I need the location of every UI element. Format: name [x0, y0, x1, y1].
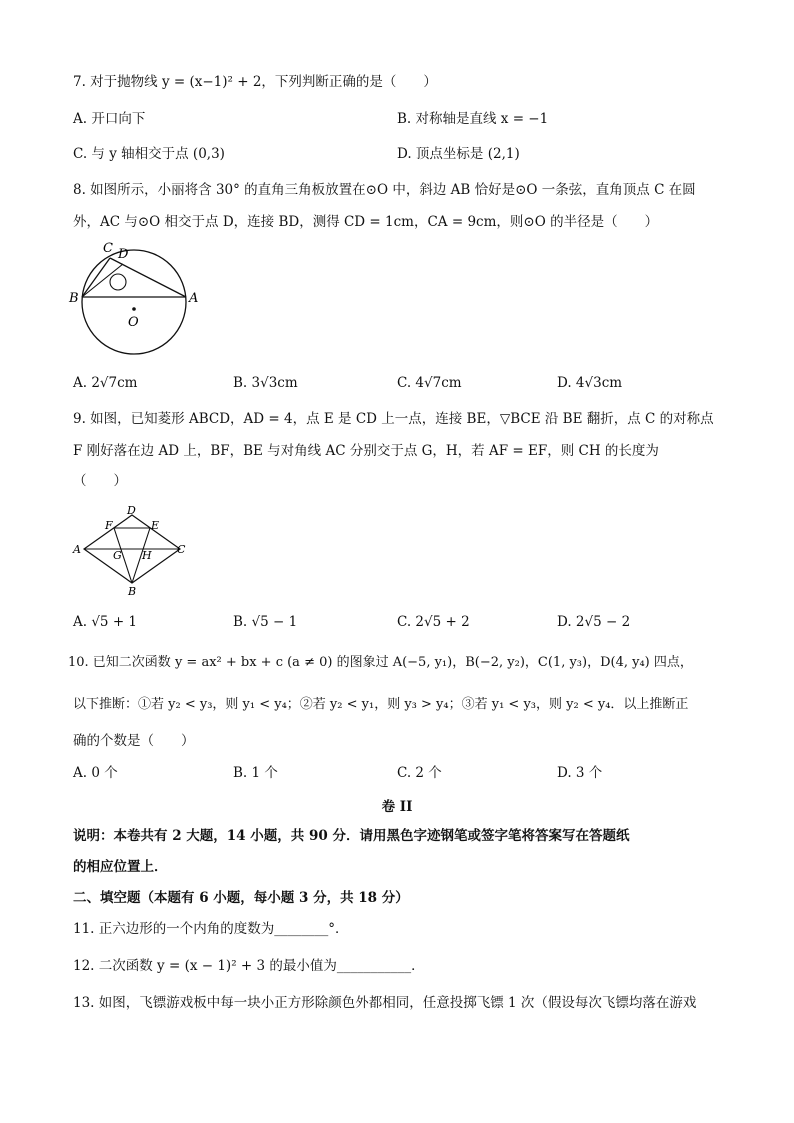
part2-title: 卷 II — [381, 799, 413, 815]
q9-option-a: A. √5 + 1 — [73, 614, 138, 630]
q8-stem-line2: 外，AC 与⊙O 相交于点 D，连接 BD，测得 CD = 1cm，CA = 9cm，则⊙O 的半径是（ ） — [73, 214, 659, 230]
label-c: C — [177, 543, 186, 556]
q7-option-c: C. 与 y 轴相交于点 (0,3) — [73, 146, 225, 162]
label-g: G — [113, 549, 122, 562]
label-h: H — [142, 549, 152, 562]
q10-option-b: B. 1 个 — [233, 765, 278, 781]
label-c: C — [103, 241, 113, 256]
q9-option-d: D. 2√5 − 2 — [557, 614, 631, 630]
label-b: B — [128, 585, 137, 598]
q8-option-b: B. 3√3cm — [233, 375, 298, 391]
q8-option-a: A. 2√7cm — [73, 375, 138, 391]
q9-stem-line2: F 刚好落在边 AD 上，BF，BE 与对角线 AC 分别交于点 G，H，若 AF = EF，则 CH 的长度为 — [73, 443, 659, 459]
q10-option-d: D. 3 个 — [557, 765, 603, 781]
circle-o — [82, 250, 186, 354]
q11: 11. 正六边形的一个内角的度数为________°． — [73, 921, 349, 937]
label-d: D — [118, 247, 129, 262]
q10-stem-line1: 10. 已知二次函数 y = ax² + bx + c (a ≠ 0) 的图象过 A(−5, y₁)，B(−2, y₂)，C(1, y₃)，D(4, y₄) 四点， — [68, 655, 693, 670]
q9-figure — [70, 503, 195, 599]
q10-option-a: A. 0 个 — [73, 765, 118, 781]
label-f: F — [105, 519, 113, 532]
q13: 13. 如图，飞镖游戏板中每一块小正方形除颜色外都相同，任意投掷飞镖 1 次（假设每次飞镖均落在游戏 — [73, 995, 697, 1011]
q8-option-c: C. 4√7cm — [397, 375, 462, 391]
q10-option-c: C. 2 个 — [397, 765, 442, 781]
q9-stem-line1: 9. 如图，已知菱形 ABCD，AD = 4，点 E 是 CD 上一点，连接 BE，▽BCE 沿 BE 翻折，点 C 的对称点 — [73, 411, 714, 427]
q8-figure — [66, 234, 206, 369]
part2-note-line2: 的相应位置上． — [73, 859, 168, 875]
center-dot — [132, 307, 136, 311]
q9-stem-line3: （ ） — [73, 473, 127, 489]
label-a: A — [73, 543, 81, 556]
triangle-ruler-hole — [110, 274, 126, 290]
q7-option-a: A. 开口向下 — [73, 111, 146, 127]
q12: 12. 二次函数 y = (x − 1)² + 3 的最小值为___________． — [73, 958, 425, 974]
label-d: D — [127, 504, 136, 517]
q7-option-d: D. 顶点坐标是 (2,1) — [397, 146, 520, 162]
q7-option-b: B. 对称轴是直线 x = −1 — [397, 111, 549, 127]
q9-option-b: B. √5 − 1 — [233, 614, 298, 630]
label-b: B — [69, 291, 79, 306]
q8-stem-line1: 8. 如图所示，小丽将含 30° 的直角三角板放置在⊙O 中，斜边 AB 恰好是⊙O 一条弦，直角顶点 C 在圆 — [73, 182, 696, 198]
q7-stem: 7. 对于抛物线 y = (x−1)² + 2，下列判断正确的是（ ） — [73, 74, 437, 90]
section-heading: 二、填空题（本题有 6 小题，每小题 3 分，共 18 分） — [73, 890, 409, 906]
label-e: E — [151, 519, 160, 532]
q10-stem-line3: 确的个数是（ ） — [73, 733, 195, 749]
q9-option-c: C. 2√5 + 2 — [397, 614, 470, 630]
label-a: A — [189, 291, 199, 306]
segment-ca — [110, 258, 186, 297]
q8-option-d: D. 4√3cm — [557, 375, 623, 391]
label-o: O — [128, 315, 139, 330]
q10-stem-line2: 以下推断：①若 y₂ < y₃，则 y₁ < y₄；②若 y₂ < y₁，则 y₃ > y₄；③若 y₁ < y₃，则 y₂ < y₄．以上推断正 — [73, 697, 689, 712]
part2-note-line1: 说明：本卷共有 2 大题，14 小题，共 90 分．请用黑色字迹钢笔或签字笔将答案写在答题纸 — [73, 828, 630, 844]
